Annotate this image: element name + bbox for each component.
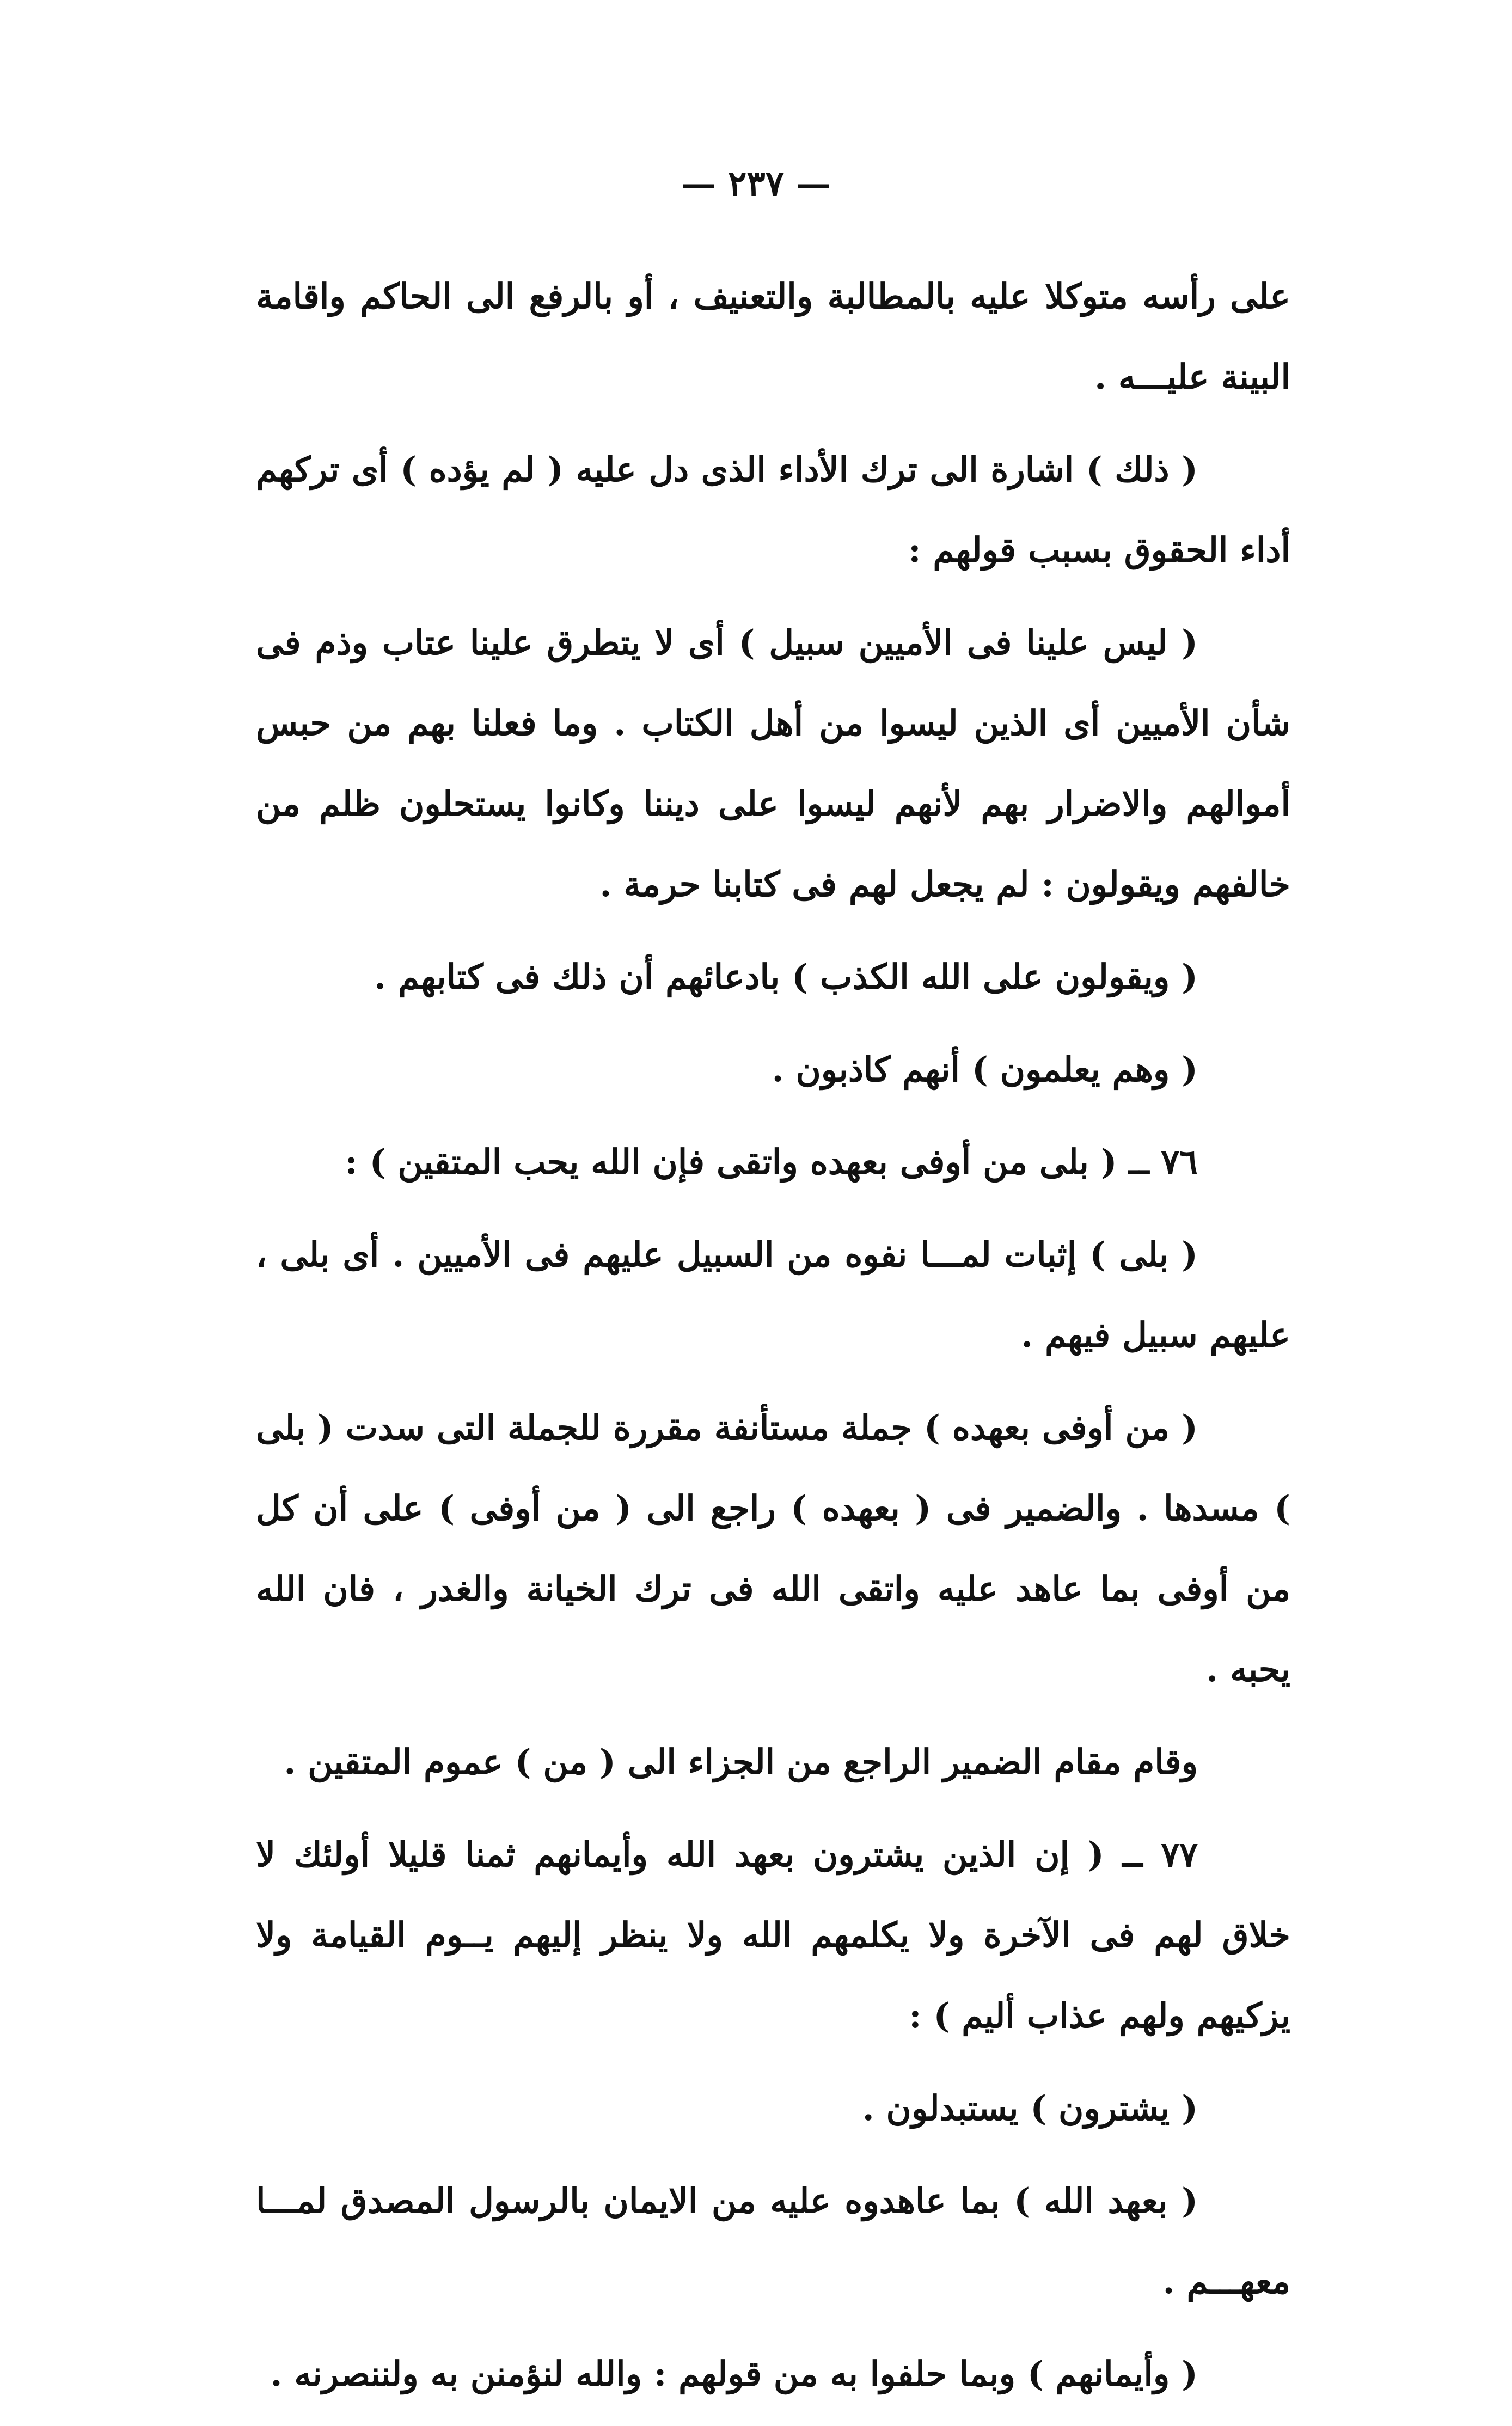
paragraph: ( ويقولون على الله الكذب ) بادعائهم أن ذلك فى كتابهم . [374,957,1198,997]
page-number: — ٢٣٧ — [681,163,831,204]
paragraph: ( ذلك ) اشارة الى ترك الأداء الذى دل عليه ( لم يؤده ) أى تركهم أداء الحقوق بسبب قولهم : [256,449,1290,570]
verse-heading: ٧٧ ــ ( إن الذين يشترون بعهد الله وأيمانهم ثمنا قليلا أولئك لا خلاق لهم فى الآخرة ولا يكلمهم الله ولا ينظر إليهم يــوم القيامة ولا يزكيهم ولهم عذاب أليم ) : [256,1834,1290,2036]
paragraph: على رأسه متوكلا عليه بالمطالبة والتعنيف ، أو بالرفع الى الحاكم واقامة البينة عليـــه . [256,276,1290,397]
paragraph: ( يشترون ) يستبدلون . [862,2088,1198,2128]
paragraph: ( بلى ) إثبات لمـــا نفوه من السبيل عليهم فى الأميين . أى بلى ، عليهم سبيل فيهم . [256,1234,1290,1355]
paragraph: ( من أوفى بعهده ) جملة مستأنفة مقررة للجملة التى سدت ( بلى ) مسدها . والضمير فى ( بعهده ) راجع الى ( من أوفى ) على أن كل من أوفى بما عاهد عليه واتقى الله فى ترك الخيانة والغدر ، فان الله يحبه . [256,1407,1290,1689]
verse-heading: ٧٦ ــ ( بلى من أوفى بعهده واتقى فإن الله يحب المتقين ) : [345,1142,1198,1182]
paragraph: ( وأيمانهم ) وبما حلفوا به من قولهم : والله لنؤمنن به ولننصرنه . [270,2354,1198,2394]
paragraph: ( بعهد الله ) بما عاهدوه عليه من الايمان بالرسول المصدق لمـــا معهـــم . [256,2180,1290,2301]
paragraph: ( وهم يعلمون ) أنهم كاذبون . [772,1049,1198,1089]
paragraph: وقام مقام الضمير الراجع من الجزاء الى ( من ) عموم المتقين . [284,1742,1198,1782]
body-text [256,256,1290,2426]
paragraph: ( ليس علينا فى الأميين سبيل ) أى لا يتطرق علينا عتاب وذم فى شأن الأميين أى الذين ليسوا من أهل الكتاب . وما فعلنا بهم من حبس أموالهم والاضرار بهم لأنهم ليسوا على ديننا وكانوا يستحلون ظلم من خالفهم ويقولون : لم يجعل لهم فى كتابنا حرمة . [256,622,1290,904]
